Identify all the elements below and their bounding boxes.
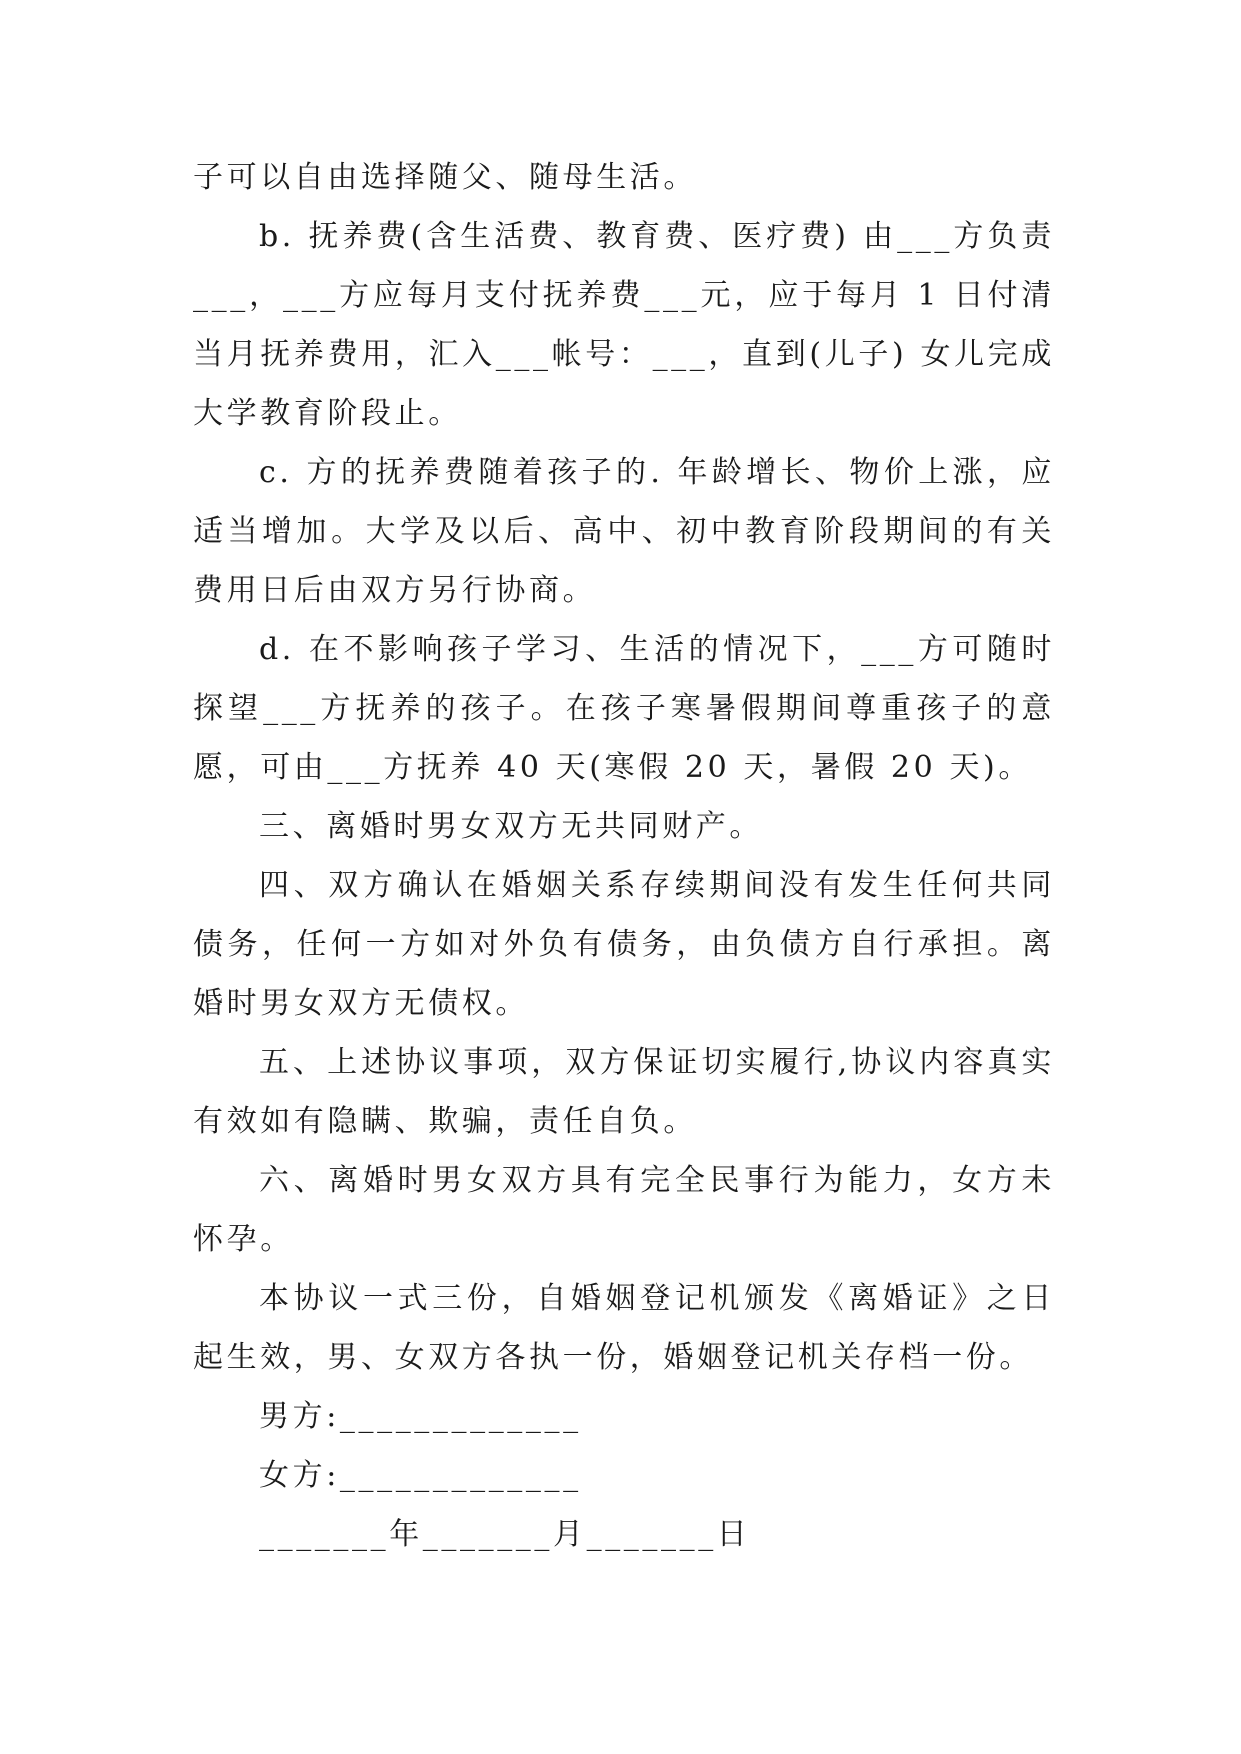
paragraph: 本协议一式三份，自婚姻登记机颁发《离婚证》之日起生效，男、女双方各执一份，婚姻登记机关存档一份。 [193,1281,1055,1375]
paragraph: b. 抚养费(含生活费、教育费、医疗费) 由___方负责___，___方应每月支付抚养费___元，应于每月 1 日付清当月抚养费用，汇入___帐号：___，直到(儿子) 女儿完成大学教育阶段止。 [193,219,1055,431]
document-body [193,148,1055,1387]
paragraph: 子可以自由选择随父、随母生活。 [193,160,697,195]
paragraph: d. 在不影响孩子学习、生活的情况下，___方可随时探望___方抚养的孩子。在孩子寒暑假期间尊重孩子的意愿，可由___方抚养 40 天(寒假 20 天，暑假 20 天)。 [193,632,1055,785]
date-line: _______年_______月_______日 [259,1517,751,1552]
document-page [193,148,1055,1564]
male-signature-line: 男方:_____________ [259,1399,582,1434]
paragraph: 四、双方确认在婚姻关系存续期间没有发生任何共同债务，任何一方如对外负有债务，由负债方自行承担。离婚时男女双方无债权。 [193,868,1055,1021]
paragraph: 三、离婚时男女双方无共同财产。 [259,809,763,844]
paragraph: c. 方的抚养费随着孩子的. 年龄增长、物价上涨，应适当增加。大学及以后、高中、初中教育阶段期间的有关费用日后由双方另行协商。 [193,455,1055,608]
paragraph: 六、离婚时男女双方具有完全民事行为能力，女方未怀孕。 [193,1163,1055,1257]
paragraph: 五、上述协议事项，双方保证切实履行,协议内容真实有效如有隐瞒、欺骗，责任自负。 [193,1045,1055,1139]
female-signature-line: 女方:_____________ [259,1458,582,1493]
